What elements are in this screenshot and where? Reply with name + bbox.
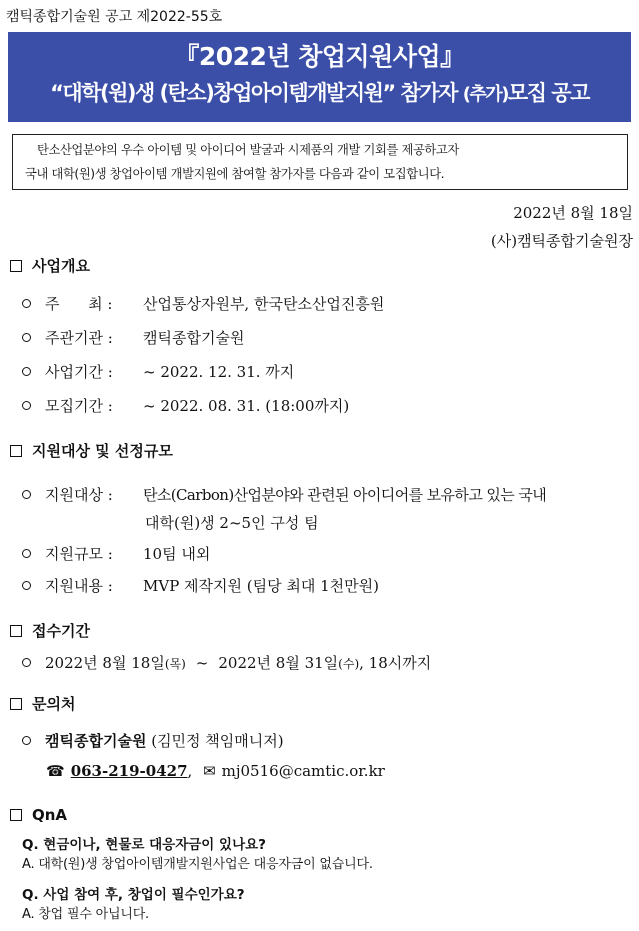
contact-phone[interactable]: 063-219-0427 xyxy=(70,762,188,780)
notice-date: 2022년 8월 18일 xyxy=(513,204,633,222)
banner-title-line2-end: 모집 공고 xyxy=(507,81,589,105)
item-value: 캠틱종합기술원 xyxy=(143,329,245,347)
period-start: 2022년 8월 18일 xyxy=(45,654,165,672)
period-end-day: (수) xyxy=(338,657,360,671)
square-bullet-icon xyxy=(10,809,22,821)
section-title: 접수기간 xyxy=(32,622,90,640)
qna-answer-2: A. 창업 필수 아닙니다. xyxy=(22,907,149,922)
item-value: 산업통상자원부, 한국탄소산업진흥원 xyxy=(143,295,385,313)
item-label: 사업기간 : xyxy=(45,363,113,381)
banner-title-line1: 『2022년 창업지원사업』 xyxy=(174,42,465,71)
overview-item-recruit-period xyxy=(22,395,349,416)
circle-bullet-icon xyxy=(22,367,31,376)
square-bullet-icon xyxy=(10,260,22,272)
period-deadline: , 18시까지 xyxy=(359,654,432,672)
item-label: 지원규모 : xyxy=(45,545,113,563)
banner-title-line2-additional: (추가) xyxy=(462,84,508,105)
title-banner xyxy=(8,32,631,122)
section-title: 지원대상 및 선정규모 xyxy=(32,442,173,460)
period-start-day: (목) xyxy=(164,657,186,671)
circle-bullet-icon xyxy=(22,549,31,558)
section-heading-period xyxy=(10,620,90,641)
intro-line1: 탄소산업분야의 우수 아이템 및 아이디어 발굴과 시제품의 개발 기회를 제공하고자 xyxy=(37,143,459,157)
circle-bullet-icon xyxy=(22,581,31,590)
target-item-eligibility-cont: 대학(원)생 2~5인 구성 팀 xyxy=(145,514,319,532)
target-item-eligibility xyxy=(22,484,546,505)
overview-item-host xyxy=(22,293,384,314)
circle-bullet-icon xyxy=(22,299,31,308)
section-heading-overview xyxy=(10,255,90,276)
section-title: 사업개요 xyxy=(32,257,90,275)
item-label: 주관기관 : xyxy=(45,329,113,347)
qna-answer-1: A. 대학(원)생 창업아이템개발지원사업은 대응자금이 없습니다. xyxy=(22,857,373,872)
square-bullet-icon xyxy=(10,625,22,637)
item-value: 탄소(Carbon)산업분야와 관련된 아이디어를 보유하고 있는 국내 xyxy=(143,486,547,504)
section-heading-target xyxy=(10,440,173,461)
section-title: 문의처 xyxy=(32,695,76,713)
target-item-scale xyxy=(22,543,210,564)
item-value: 10팀 내외 xyxy=(143,545,211,563)
square-bullet-icon xyxy=(10,698,22,710)
circle-bullet-icon xyxy=(22,658,31,667)
notice-number: 캠틱종합기술원 공고 제2022-55호 xyxy=(6,9,223,25)
circle-bullet-icon xyxy=(22,401,31,410)
item-value: ~ 2022. 08. 31. (18:00까지) xyxy=(143,397,350,415)
item-label: 지원대상 : xyxy=(45,486,113,504)
contact-details: ☎ 063-219-0427, ✉ mj0516@camtic.or.kr xyxy=(46,762,385,780)
contact-organization xyxy=(22,730,284,751)
circle-bullet-icon xyxy=(22,490,31,499)
item-label: 모집기간 : xyxy=(45,397,113,415)
qna-question-1: Q. 현금이나, 현물로 대응자금이 있나요? xyxy=(22,837,266,853)
intro-box xyxy=(12,134,628,190)
section-heading-qna xyxy=(10,806,67,824)
phone-icon: ☎ xyxy=(46,762,65,780)
period-tilde: ~ xyxy=(195,654,209,672)
banner-title-line2-main: “대학(원)생 (탄소)창업아이템개발지원” 참가자 xyxy=(50,81,463,105)
period-end: 2022년 8월 31일 xyxy=(218,654,339,672)
circle-bullet-icon xyxy=(22,333,31,342)
item-label: 주 최 : xyxy=(45,295,113,313)
intro-line2: 국내 대학(원)생 창업아이템 개발지원에 참여할 참가자를 다음과 같이 모집합니다. xyxy=(25,167,445,181)
section-title: QnA xyxy=(32,806,68,824)
overview-item-organizer xyxy=(22,327,244,348)
circle-bullet-icon xyxy=(22,736,31,745)
item-label: 지원내용 : xyxy=(45,577,113,595)
contact-org-name: 캠틱종합기술원 xyxy=(45,732,147,750)
contact-person: (김민정 책임매니저) xyxy=(151,732,284,750)
section-heading-contact xyxy=(10,693,75,714)
organization-name: (사)캠틱종합기술원장 xyxy=(490,232,633,250)
item-value: ~ 2022. 12. 31. 까지 xyxy=(143,363,295,381)
mail-icon: ✉ xyxy=(203,762,216,780)
item-value: MVP 제작지원 (팀당 최대 1천만원) xyxy=(143,577,379,595)
square-bullet-icon xyxy=(10,445,22,457)
qna-question-2: Q. 사업 참여 후, 창업이 필수인가요? xyxy=(22,887,245,903)
overview-item-period xyxy=(22,361,294,382)
period-range xyxy=(22,652,431,673)
contact-email[interactable]: mj0516@camtic.or.kr xyxy=(221,762,385,780)
banner-title-line2 xyxy=(8,75,631,113)
target-item-content xyxy=(22,575,379,596)
